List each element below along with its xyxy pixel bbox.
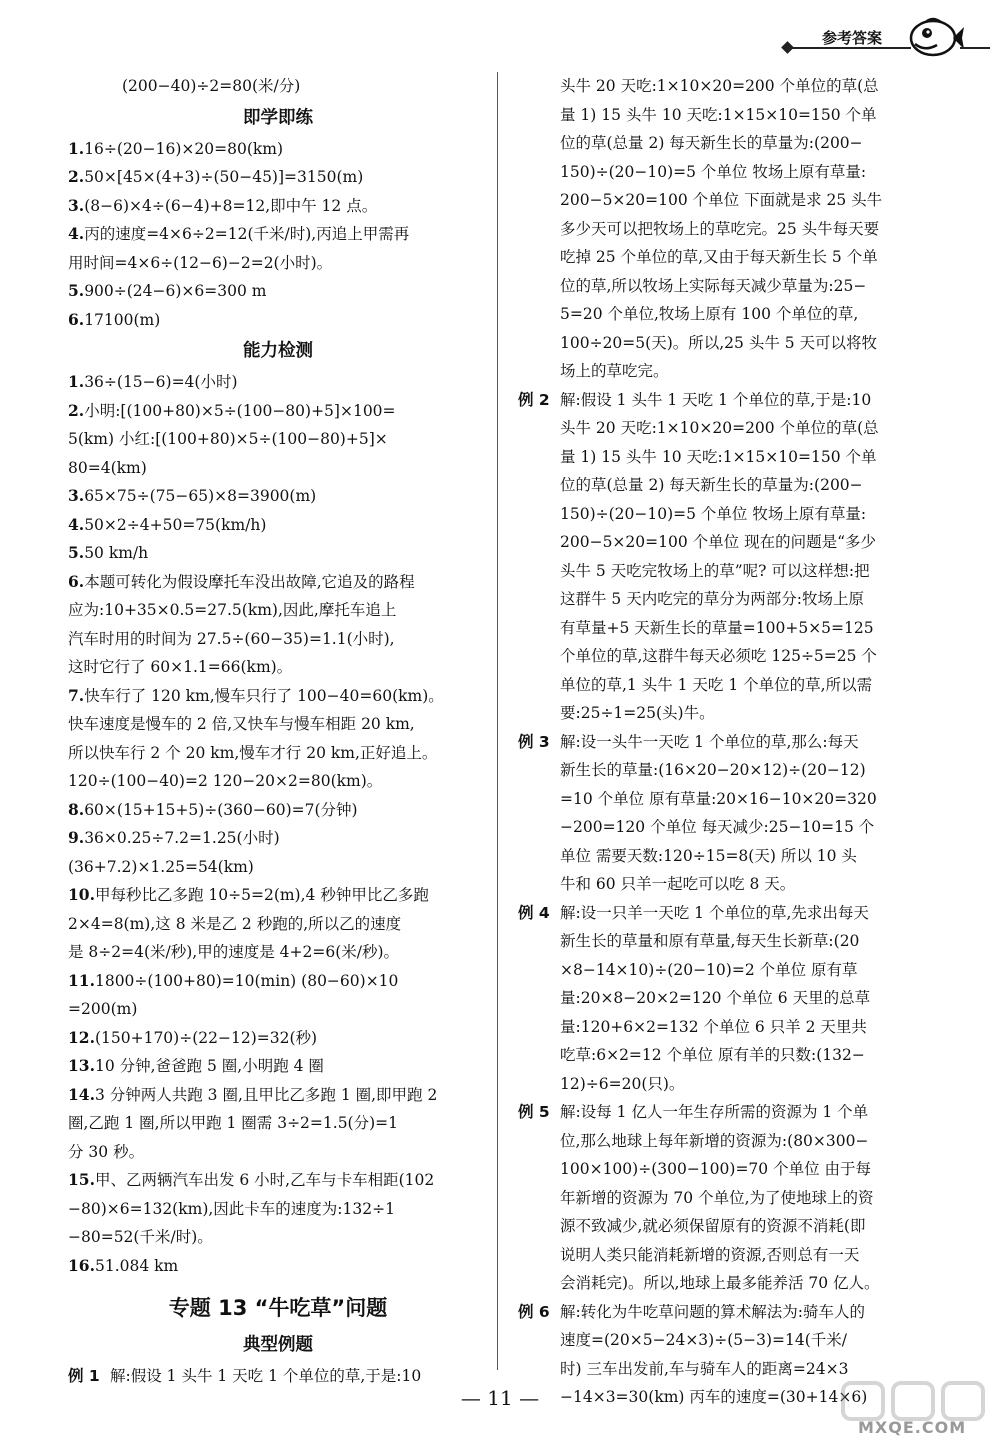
left-column — [68, 72, 488, 1391]
section-heading-practice: 即学即练 — [243, 107, 313, 128]
example-line: 位的草,所以牧场上实际每天减少草量为:25− — [560, 276, 867, 295]
answer-item — [68, 1081, 488, 1110]
answer-text: (8−6)×4÷(6−4)+8=12,即中午 12 点。 — [84, 196, 378, 215]
example-line: 150)÷(20−10)=5 个单位 牧场上原有草量: — [560, 162, 867, 181]
answer-text: 60×(15+15+5)÷(360−60)=7(分钟) — [84, 800, 358, 819]
item-number: 1. — [68, 372, 85, 391]
answer-text: 是 8÷2=4(米/秒),甲的速度是 4+2=6(米/秒)。 — [68, 943, 400, 961]
item-number: 16. — [68, 1255, 95, 1275]
answer-item — [68, 277, 488, 306]
example-label: 例 6 — [518, 1302, 550, 1321]
ability-test-answers — [68, 368, 488, 1280]
answer-item-continued — [68, 1109, 488, 1138]
item-number: 5. — [68, 543, 85, 562]
answer-item-continued — [68, 653, 488, 682]
example-line: 个单位的草,这群牛每天必须吃 125÷5=25 个 — [560, 647, 877, 665]
item-number: 3. — [68, 486, 85, 505]
item-number: 1. — [68, 138, 85, 158]
answer-item — [68, 192, 488, 221]
answer-text: 5(km) 小红:[(100+80)×5÷(100−80)+5]× — [68, 430, 388, 448]
answer-text: 本题可转化为假设摩托车没出故障,它追及的路程 — [84, 572, 415, 591]
answer-item — [68, 1052, 488, 1081]
answer-item — [68, 881, 488, 910]
item-number: 11. — [68, 970, 95, 990]
answer-text: 快车行了 120 km,慢车只行了 100−40=60(km)。 — [84, 686, 444, 705]
header-rule-right — [960, 47, 990, 49]
item-number: 14. — [68, 1084, 95, 1104]
answer-item — [68, 135, 488, 164]
example-line: 位的草(总量 2) 每天新生长的草量为:(200− — [560, 476, 863, 494]
example-line: 100×100)÷(300−100)=70 个单位 由于每 — [560, 1160, 872, 1178]
answer-item-continued — [68, 767, 488, 796]
answer-text: 120÷(100−40)=2 120−20×2=80(km)。 — [68, 772, 383, 790]
answer-text: 36÷(15−6)=4(小时) — [84, 373, 238, 391]
example-line: 单位 需要天数:120÷15=8(天) 所以 10 头 — [560, 846, 857, 865]
answer-item — [68, 1252, 488, 1281]
answer-item — [68, 967, 488, 996]
answer-item-continued — [68, 249, 488, 278]
answer-text: 900÷(24−6)×6=300 m — [84, 282, 267, 300]
answer-item — [68, 368, 488, 397]
example-line: 时) 三车出发前,车与骑车人的距离=24×3 — [560, 1359, 849, 1378]
answer-item-continued — [68, 1195, 488, 1224]
answer-item-continued — [68, 995, 488, 1024]
item-number: 2. — [68, 400, 85, 420]
example-line: 年新增的资源为 70 个单位,为了使地球上的资 — [560, 1188, 874, 1207]
answer-item-continued — [68, 853, 488, 882]
right-column — [518, 72, 968, 1412]
item-number: 9. — [68, 828, 85, 847]
answer-text: 16÷(20−16)×20=80(km) — [84, 139, 284, 158]
answer-text: 80=4(km) — [68, 458, 147, 477]
answer-text: 1800÷(100+80)=10(min) (80−60)×10 — [94, 971, 399, 990]
answer-item — [68, 306, 488, 335]
answer-text: 36×0.25÷7.2=1.25(小时) — [84, 829, 280, 847]
example-line: 要:25÷1=25(头)牛。 — [560, 704, 715, 722]
answer-text: 丙的速度=4×6÷2=12(千米/时),丙追上甲需再 — [84, 225, 410, 243]
answer-text: 51.084 km — [94, 1256, 179, 1275]
answer-item — [68, 796, 488, 825]
examples-list — [518, 386, 968, 1412]
example-line: 100÷20=5(天)。所以,25 头牛 5 天可以将牧 — [560, 333, 878, 352]
example-line: 头牛 20 天吃:1×10×20=200 个单位的草(总 — [560, 419, 879, 437]
answer-text: 圈,乙跑 1 圈,所以甲跑 1 圈需 3÷2=1.5(分)=1 — [68, 1114, 399, 1132]
answer-text: 快车速度是慢车的 2 倍,又快车与慢车相距 20 km, — [68, 715, 415, 733]
item-number: 4. — [68, 224, 85, 243]
answer-item — [68, 397, 488, 426]
example-line: 量:120+6×2=132 个单位 6 只羊 2 天里共 — [560, 1017, 867, 1036]
answer-text: 65×75÷(75−65)×8=3900(m) — [84, 487, 317, 505]
answer-item-continued — [68, 625, 488, 654]
example-line: 头牛 5 天吃完牧场上的草”呢? 可以这样想:把 — [560, 561, 870, 580]
section-heading-typical-examples: 典型例题 — [243, 1335, 313, 1355]
example-line: 解:假设 1 头牛 1 天吃 1 个单位的草,于是:10 — [560, 390, 872, 409]
answer-text: 17100(m) — [84, 310, 161, 329]
example-block — [518, 728, 968, 899]
example-line: =10 个单位 原有草量:20×16−10×20=320 — [560, 789, 877, 808]
answer-item-continued — [68, 454, 488, 483]
answer-item — [68, 482, 488, 511]
item-number: 6. — [68, 309, 85, 329]
answer-text: (36+7.2)×1.25=54(km) — [68, 857, 254, 876]
example-line: 新生长的草量和原有草量,每天生长新草:(20 — [560, 932, 860, 950]
answer-item — [68, 511, 488, 540]
section-heading-ability-test: 能力检测 — [243, 341, 313, 361]
answer-text: 应为:10+35×0.5=27.5(km),因此,摩托车追上 — [68, 601, 397, 619]
example-line: 这群牛 5 天内吃完的草分为两部分:牧场上原 — [560, 590, 864, 608]
answer-text: 2×4=8(m),这 8 米是乙 2 秒跑的,所以乙的速度 — [68, 914, 402, 933]
item-number: 7. — [68, 685, 85, 705]
answer-item — [68, 220, 488, 249]
answer-text: 50×[45×(4+3)÷(50−45)]=3150(m) — [84, 168, 364, 186]
example-label: 例 4 — [518, 903, 550, 922]
example-line: 量:20×8−20×2=120 个单位 6 天里的总草 — [560, 989, 871, 1007]
example-line: 牛和 60 只羊一起吃可以吃 8 天。 — [560, 875, 796, 893]
item-number: 3. — [68, 195, 85, 215]
example-line: 新生长的草量:(16×20−20×12)÷(20−12) — [560, 761, 866, 779]
answer-item-continued — [68, 425, 488, 454]
answer-item-continued — [68, 1223, 488, 1252]
answer-text: 汽车时用的时间为 27.5÷(60−35)=1.1(小时), — [68, 629, 395, 648]
answer-item — [68, 1024, 488, 1053]
example-line: 有草量+5 天新生长的草量=100+5×5=125 — [560, 618, 874, 637]
answer-item — [68, 824, 488, 853]
continued-line: (200−40)÷2=80(米/分) — [122, 77, 301, 95]
answer-text: 3 分钟两人共跑 3 圈,且甲比乙多跑 1 圈,即甲跑 2 — [94, 1085, 438, 1104]
item-number: 15. — [68, 1170, 95, 1189]
example-line: 解:设每 1 亿人一年生存所需的资源为 1 个单 — [560, 1103, 869, 1121]
answer-item-continued — [68, 739, 488, 768]
item-number: 6. — [68, 571, 85, 591]
example-line: 200−5×20=100 个单位 下面就是求 25 头牛 — [560, 191, 883, 209]
example-line: 吃草:6×2=12 个单位 原有羊的只数:(132− — [560, 1046, 865, 1064]
example-label: 例 3 — [518, 732, 550, 751]
example-1-continued — [518, 72, 968, 386]
example-line: 解:转化为牛吃草问题的算术解法为:骑车人的 — [560, 1302, 865, 1321]
example-line: 量 1) 15 头牛 10 天吃:1×15×10=150 个单 — [560, 447, 877, 466]
example-line: 5=20 个单位,牧场上原有 100 个单位的草, — [560, 305, 859, 323]
fish-mascot-icon — [905, 12, 965, 62]
example-line: ×8−14×10)÷(20−10)=2 个单位 原有草 — [560, 960, 858, 979]
example-line: 解:假设 1 头牛 1 天吃 1 个单位的草,于是:10 — [110, 1367, 422, 1385]
page-number: — 11 — — [460, 1386, 540, 1410]
answer-text: 50 km/h — [84, 544, 149, 562]
header-title: 参考答案 — [822, 29, 883, 47]
practice-answers — [68, 135, 488, 335]
item-number: 2. — [68, 167, 85, 186]
example-line: 150)÷(20−10)=5 个单位 牧场上原有草量: — [560, 504, 867, 523]
answer-text: −80=52(千米/时)。 — [68, 1228, 213, 1246]
example-line: 200−5×20=100 个单位 现在的问题是“多少 — [560, 533, 876, 551]
answer-text: 分 30 秒。 — [68, 1142, 145, 1161]
example-line: 量 1) 15 头牛 10 天吃:1×15×10=150 个单 — [560, 105, 877, 124]
example-label: 例 5 — [518, 1103, 550, 1121]
watermark-text: MXQE.COM — [858, 1418, 967, 1437]
example-line: 场上的草吃完。 — [560, 362, 669, 380]
example-line: 吃掉 25 个单位的草,又由于每天新生长 5 个单 — [560, 248, 878, 266]
answer-item-continued — [68, 910, 488, 939]
answer-item-continued — [68, 596, 488, 625]
answer-item-continued — [68, 938, 488, 967]
item-number: 13. — [68, 1056, 95, 1075]
example-line: 源不致减少,就必须保留原有的资源不消耗(即 — [560, 1217, 866, 1235]
topic-title: 专题 13 “牛吃草”问题 — [168, 1296, 388, 1320]
item-number: 4. — [68, 514, 85, 534]
answer-text: =200(m) — [68, 1000, 138, 1018]
answer-text: 小明:[(100+80)×5÷(100−80)+5]×100= — [84, 401, 396, 420]
answer-text: 甲每秒比乙多跑 10÷5=2(m),4 秒钟甲比乙多跑 — [94, 886, 429, 904]
example-line: 单位的草,1 头牛 1 天吃 1 个单位的草,所以需 — [560, 675, 873, 694]
item-number: 10. — [68, 885, 95, 904]
item-number: 12. — [68, 1027, 95, 1047]
example-label: 例 1 — [68, 1367, 100, 1385]
example-line: 多少天可以把牧场上的草吃完。25 头牛每天要 — [560, 219, 880, 238]
example-line: 速度=(20×5−24×3)÷(5−3)=14(千米/ — [560, 1331, 847, 1349]
example-line: 头牛 20 天吃:1×10×20=200 个单位的草(总 — [560, 77, 879, 95]
example-block — [518, 386, 968, 728]
answer-item-continued — [68, 1138, 488, 1167]
example-block — [518, 899, 968, 1099]
answer-item — [68, 568, 488, 597]
example-line: 12)÷6=20(只)。 — [560, 1074, 685, 1093]
example-line: 位,那么地球上每年新增的资源为:(80×300− — [560, 1131, 869, 1150]
answer-text: (150+170)÷(22−12)=32(秒) — [94, 1028, 318, 1047]
answer-text: 50×2÷4+50=75(km/h) — [84, 515, 267, 534]
answer-item — [68, 539, 488, 568]
answer-text: 甲、乙两辆汽车出发 6 小时,乙车与卡车相距(102 — [94, 1171, 435, 1189]
example-line: 解:设一头牛一天吃 1 个单位的草,那么:每天 — [560, 732, 859, 751]
example-line: 会消耗完)。所以,地球上最多能养活 70 亿人。 — [560, 1274, 880, 1292]
item-number: 8. — [68, 799, 85, 819]
item-number: 5. — [68, 281, 85, 300]
example-line: −14×3=30(km) 丙车的速度=(30+14×6) — [560, 1388, 868, 1406]
example-line: −200=120 个单位 每天减少:25−10=15 个 — [560, 818, 875, 836]
answer-text: −80)×6=132(km),因此卡车的速度为:132÷1 — [68, 1199, 395, 1218]
answer-text: 用时间=4×6÷(12−6)−2=2(小时)。 — [68, 253, 333, 272]
answer-text: 这时它行了 60×1.1=66(km)。 — [68, 658, 293, 676]
answer-item — [68, 1166, 488, 1195]
column-divider — [497, 72, 498, 1370]
answer-item — [68, 163, 488, 192]
example-line: 解:设一只羊一天吃 1 个单位的草,先求出每天 — [560, 903, 869, 922]
answer-item — [68, 682, 488, 711]
answer-text: 所以快车行 2 个 20 km,慢车才行 20 km,正好追上。 — [68, 743, 438, 762]
answer-text: 10 分钟,爸爸跑 5 圈,小明跑 4 圈 — [94, 1057, 324, 1075]
example-line: 位的草(总量 2) 每天新生长的草量为:(200− — [560, 134, 863, 152]
example-block — [518, 1098, 968, 1298]
example-label: 例 2 — [518, 390, 550, 409]
answer-item-continued — [68, 710, 488, 739]
example-line: 说明人类只能消耗新增的资源,否则总有一天 — [560, 1245, 860, 1264]
